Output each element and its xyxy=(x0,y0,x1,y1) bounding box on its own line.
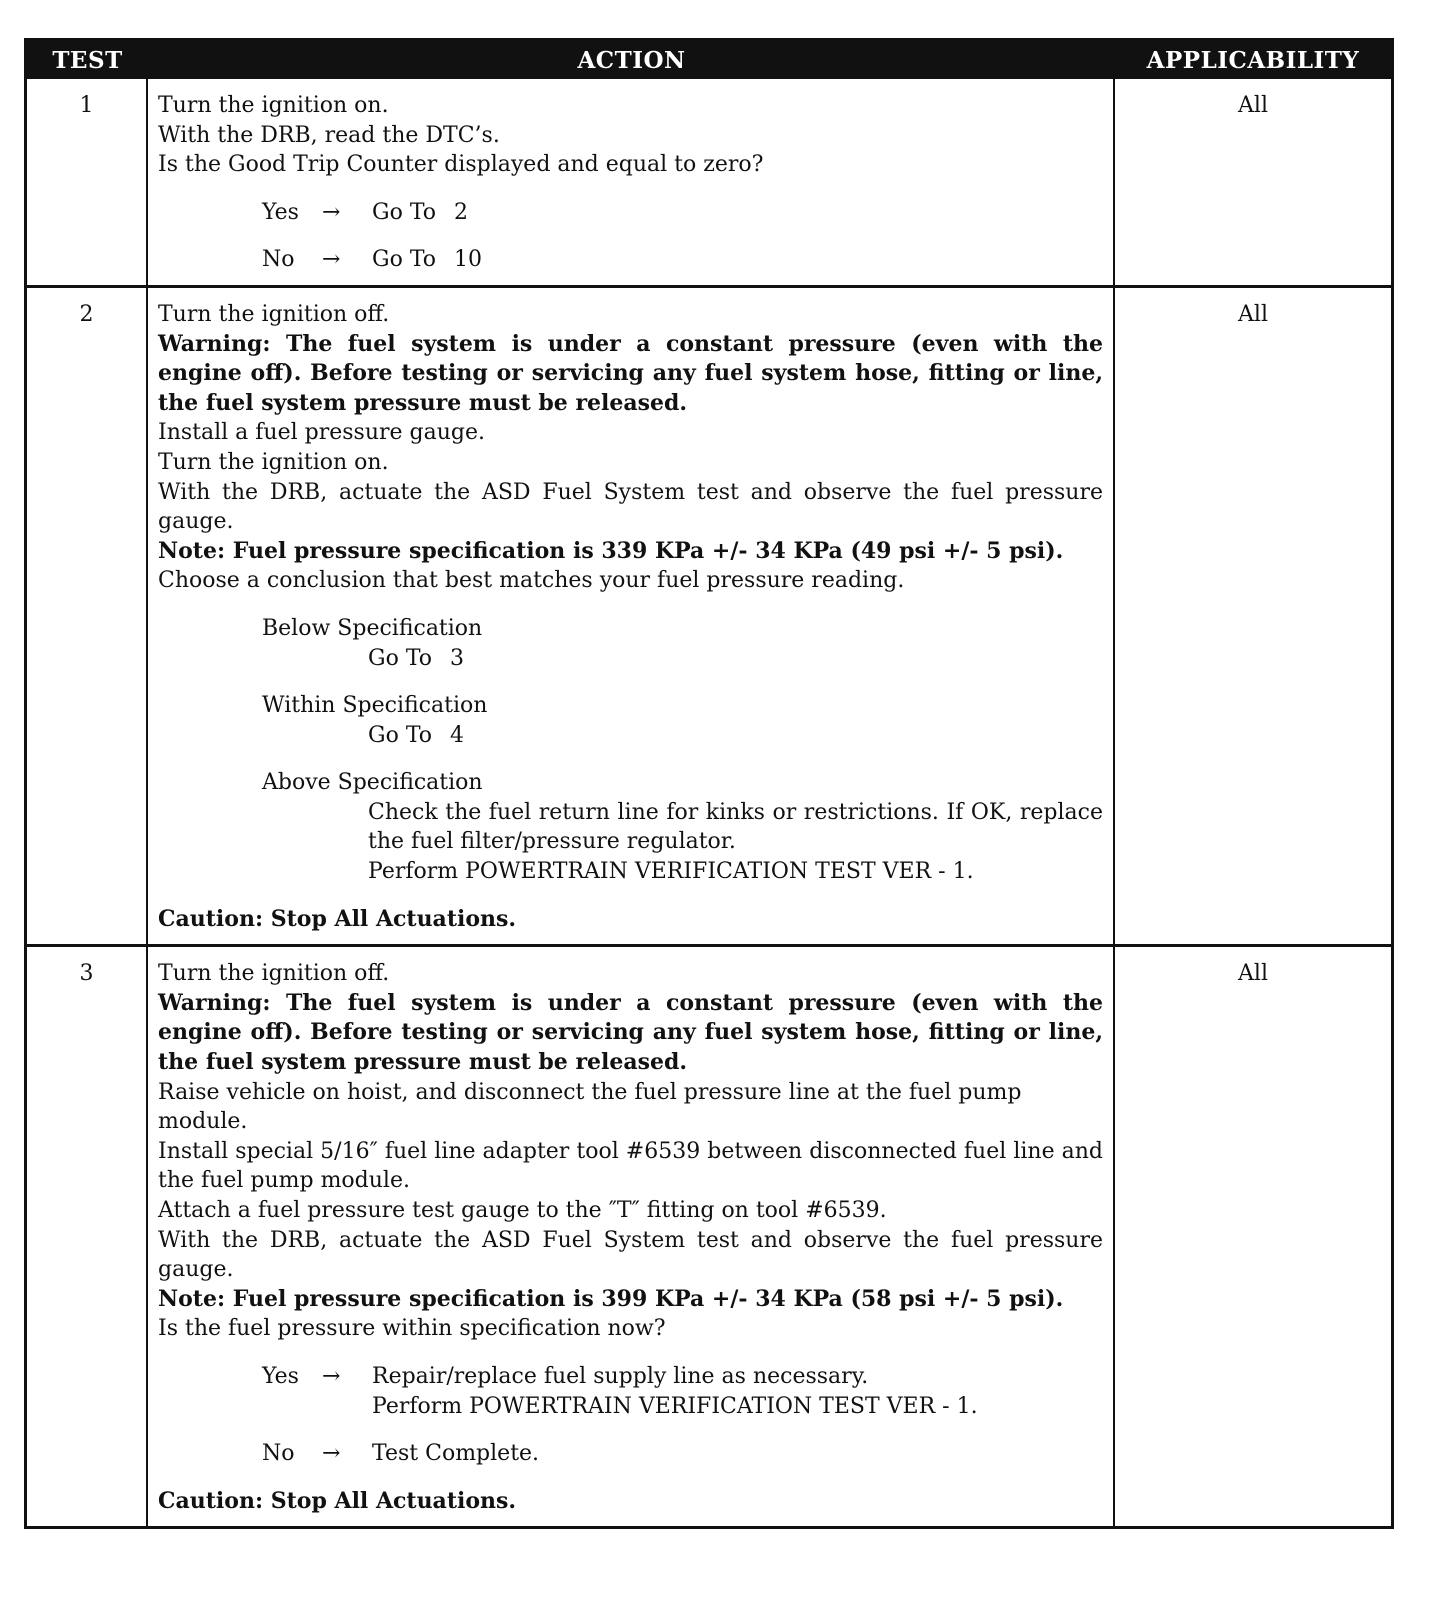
arrow-icon: → xyxy=(322,247,341,273)
conclusion-text: Perform POWERTRAIN VERIFICATION TEST VER - 1. xyxy=(368,859,974,885)
branch-text xyxy=(372,1362,978,1421)
action-line: Turn the ignition off. xyxy=(158,301,390,327)
action-line: Attach a fuel pressure test gauge to the ″T″ fitting on tool #6539. xyxy=(158,1198,887,1223)
action-line: With the DRB, actuate the ASD Fuel System test and observe the fuel pressure gauge. xyxy=(158,479,1103,535)
goto-number: 10 xyxy=(454,247,483,273)
conclusion-goto xyxy=(368,644,1103,674)
caution-text: Caution: Stop All Actuations. xyxy=(158,1487,517,1514)
table-row xyxy=(27,285,1391,944)
test-number: 1 xyxy=(27,79,148,285)
arrow-icon: → xyxy=(322,1363,341,1389)
conclusion-goto xyxy=(368,721,1103,751)
conclusion-within xyxy=(262,691,1103,750)
answer-label: No xyxy=(262,247,295,273)
arrow-icon: → xyxy=(322,1441,341,1467)
test-action xyxy=(148,288,1115,944)
caution-text: Caution: Stop All Actuations. xyxy=(158,905,517,932)
warning-text: Warning: The fuel system is under a constant pressure (even with the engine off). Before testing or servicing any fuel system hose, fitting or line, the fuel system pressure must be released. xyxy=(158,989,1103,1076)
action-line: Is the fuel pressure within specification now? xyxy=(158,1316,666,1342)
action-line: With the DRB, read the DTC’s. xyxy=(158,122,500,148)
test-number: 3 xyxy=(27,947,148,1526)
conclusion-label: Below Specification xyxy=(262,615,483,641)
no-branch xyxy=(262,245,1103,275)
table-row xyxy=(27,944,1391,1526)
action-line: Is the Good Trip Counter displayed and equal to zero? xyxy=(158,152,764,178)
warning-text: Warning: The fuel system is under a constant pressure (even with the engine off). Before testing or servicing any fuel system hose, fitting or line, the fuel system pressure must be released. xyxy=(158,330,1103,416)
test-number: 2 xyxy=(27,288,148,944)
answer-label: Yes xyxy=(262,199,299,225)
conclusion-label: Within Specification xyxy=(262,693,488,719)
header-action: ACTION xyxy=(577,46,686,74)
yes-branch xyxy=(262,198,1103,228)
action-line: Turn the ignition on. xyxy=(158,93,389,118)
action-line: Raise vehicle on hoist, and disconnect the fuel pressure line at the fuel pump module. xyxy=(158,1079,1022,1135)
note-text: Note: Fuel pressure specification is 399 KPa +/- 34 KPa (58 psi +/- 5 psi). xyxy=(158,1285,1064,1312)
yes-branch xyxy=(262,1362,1103,1421)
conclusion-below xyxy=(262,614,1103,673)
test-action xyxy=(148,947,1115,1526)
applicability: All xyxy=(1238,301,1268,327)
action-line: Turn the ignition off. xyxy=(158,961,390,987)
answer-label: Yes xyxy=(262,1363,299,1389)
note-text: Note: Fuel pressure specification is 339 KPa +/- 34 KPa (49 psi +/- 5 psi). xyxy=(158,537,1064,564)
branch-line: Test Complete. xyxy=(372,1441,540,1467)
conclusion-label: Above Specification xyxy=(262,770,483,796)
table-header xyxy=(27,41,1391,79)
goto-label: Go To xyxy=(372,247,437,273)
no-branch xyxy=(262,1439,1103,1469)
applicability: All xyxy=(1238,961,1268,987)
action-line: Install a fuel pressure gauge. xyxy=(158,420,486,446)
conclusion-above xyxy=(262,768,1103,886)
branch-line: Perform POWERTRAIN VERIFICATION TEST VER - 1. xyxy=(372,1393,978,1419)
goto-label: Go To xyxy=(372,199,437,225)
action-line: With the DRB, actuate the ASD Fuel System test and observe the fuel pressure gauge. xyxy=(158,1227,1103,1283)
test-action xyxy=(148,79,1115,285)
conclusion-text: Check the fuel return line for kinks or restrictions. If OK, replace the fuel filter/pressure regulator. xyxy=(368,799,1103,855)
applicability: All xyxy=(1238,93,1268,118)
answer-label: No xyxy=(262,1441,295,1467)
header-applicability: APPLICABILITY xyxy=(1146,46,1360,74)
action-line: Turn the ignition on. xyxy=(158,449,389,475)
diagnostic-test-table xyxy=(24,38,1394,1529)
branch-line: Repair/replace fuel supply line as necessary. xyxy=(372,1363,869,1389)
action-line: Choose a conclusion that best matches your fuel pressure reading. xyxy=(158,568,905,594)
goto-number: 4 xyxy=(450,722,465,748)
action-line: Install special 5/16″ fuel line adapter tool #6539 between disconnected fuel line and the fuel pump module. xyxy=(158,1138,1103,1194)
arrow-icon: → xyxy=(322,199,341,225)
goto-number: 2 xyxy=(454,199,469,225)
table-row xyxy=(27,79,1391,285)
header-test: TEST xyxy=(52,46,123,74)
goto-number: 3 xyxy=(450,645,465,671)
goto-label: Go To xyxy=(368,722,433,748)
goto-label: Go To xyxy=(368,645,433,671)
